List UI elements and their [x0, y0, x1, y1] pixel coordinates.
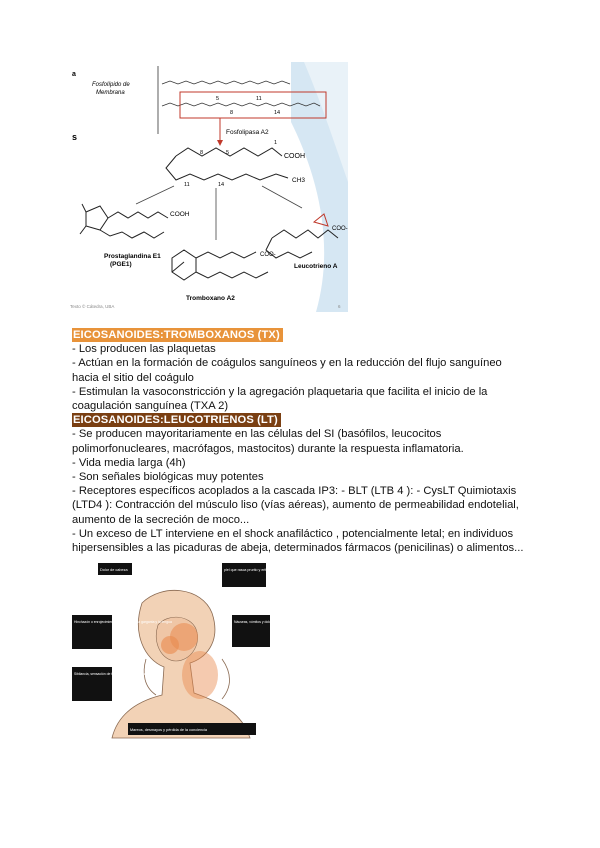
carbon-number-e: 8 — [200, 150, 204, 156]
eicosanoid-synthesis-figure — [66, 62, 348, 312]
leukotriene-label: Leucotrieno A — [294, 263, 338, 270]
lt-line-3: - Vida media larga (4h) — [72, 456, 186, 469]
phospholipid-label-1: Fosfolípido de — [92, 82, 130, 88]
lt-line-1: - Se producen mayoritariamente en las células del SI (basófilos, leucocitos — [72, 428, 442, 441]
anaphylaxis-illustration — [72, 563, 292, 738]
callout-caption — [128, 723, 256, 735]
pathway-arrows — [136, 186, 302, 240]
lt-line-4: - Son señales biológicas muy potentes — [72, 471, 264, 484]
label-nausea: Náuseas, vómitos y dolor abdominal — [234, 620, 289, 624]
lt-line-5: - Receptores específicos acoplados a la cascada IP3: - BLT (LTB 4 ): - CysLT Quimiotaxis — [72, 485, 517, 498]
lt-line-6: (LTD4 ): Contracción del músculo liso (vías aéreas), aumento de permeabilidad endotelial, — [72, 499, 519, 512]
carbon-number-i: 14 — [218, 182, 225, 188]
tx-line-4: - Estimulan la vasoconstricción y la agregación plaquetaria que facilita el inicio de la — [72, 385, 488, 398]
heading-thromboxanes: EICOSANOIDES:TROMBOXANOS (TX) — [72, 328, 283, 342]
ch3-label: CH3 — [292, 177, 306, 184]
label-itching: piel que rasca prurito y eritema (manchas) — [224, 568, 292, 572]
label-dizziness: Mareos, desmayos y pérdida de la conciencia — [130, 728, 208, 732]
carbon-number-f: 5 — [226, 150, 230, 156]
txa-coo: COO- — [260, 252, 276, 258]
person-figure — [112, 590, 250, 738]
callout-mid-right — [232, 615, 289, 647]
label-swelling: Hinchazón o enrojecimiento de los labios, la garganta y la lengua — [74, 620, 172, 624]
phospholipid-label-2: Membrana — [96, 90, 125, 96]
carbon-number-b: 11 — [256, 96, 262, 102]
thromboxane-label: Tromboxano A2 — [186, 295, 235, 302]
pge-label-1: Prostaglandina E1 — [104, 253, 161, 260]
lt-line-8: - Un exceso de LT interviene en el shock anafiláctico , potencialmente letal; en individuos — [72, 527, 514, 540]
thromboxane-structure — [172, 250, 268, 280]
tx-line-5: coagulación sanguínea (TXA 2) — [72, 400, 229, 413]
anaphylaxis-drawing — [72, 563, 292, 738]
cooh-label: COOH — [284, 153, 305, 160]
carbon-number-c: 8 — [230, 110, 234, 116]
panel-a-label: a — [72, 71, 76, 78]
lt-line-9: hipersensibles a las picaduras de abeja, determinados fármacos (penicilinas) o alimentos... — [72, 542, 524, 555]
callout-top-right — [222, 563, 291, 587]
eicosanoid-synthesis-drawing — [66, 62, 348, 312]
carbon-number-d: 14 — [274, 110, 281, 116]
lt-line-7: aumento de la secreción de moco... — [72, 513, 250, 526]
corner-mark: 6 — [338, 304, 341, 309]
callout-top-left — [98, 563, 132, 575]
panel-b-label: s — [72, 132, 78, 142]
carbon-number-g: 1 — [274, 140, 278, 146]
body-text — [72, 328, 532, 555]
source-caption: Texto © Cátedra, UBA — [70, 304, 115, 309]
callout-low-left — [72, 667, 153, 701]
pge-cooh: COOH — [170, 211, 190, 218]
prostaglandin-structure — [80, 204, 168, 238]
phospholipase-label: Fosfolipasa A2 — [226, 129, 269, 136]
carbon-number-h: 11 — [184, 182, 190, 188]
tx-line-1: - Los producen las plaquetas — [72, 343, 216, 356]
label-headache: Dolor de cabeza — [100, 568, 128, 572]
tx-line-2: - Actúan en la formación de coágulos sanguíneos y en la reducción del flujo sanguíneo — [72, 357, 502, 370]
lta-coo: COO- — [332, 226, 348, 232]
pge-label-2: (PGE1) — [110, 261, 132, 268]
carbon-number-a: 5 — [216, 96, 220, 102]
heading-leukotrienes: EICOSANOIDES:LEUCOTRIENOS (LT) — [72, 413, 281, 427]
tx-line-3: hacia el sitio del coágulo — [72, 371, 194, 384]
lt-line-2: polimorfonucleares, macrófagos, mastocitos) durante la respuesta inflamatoria. — [72, 442, 464, 455]
label-wheezing: Sibilancia, sensación de falta de aire, tos y ronquera — [74, 672, 153, 676]
